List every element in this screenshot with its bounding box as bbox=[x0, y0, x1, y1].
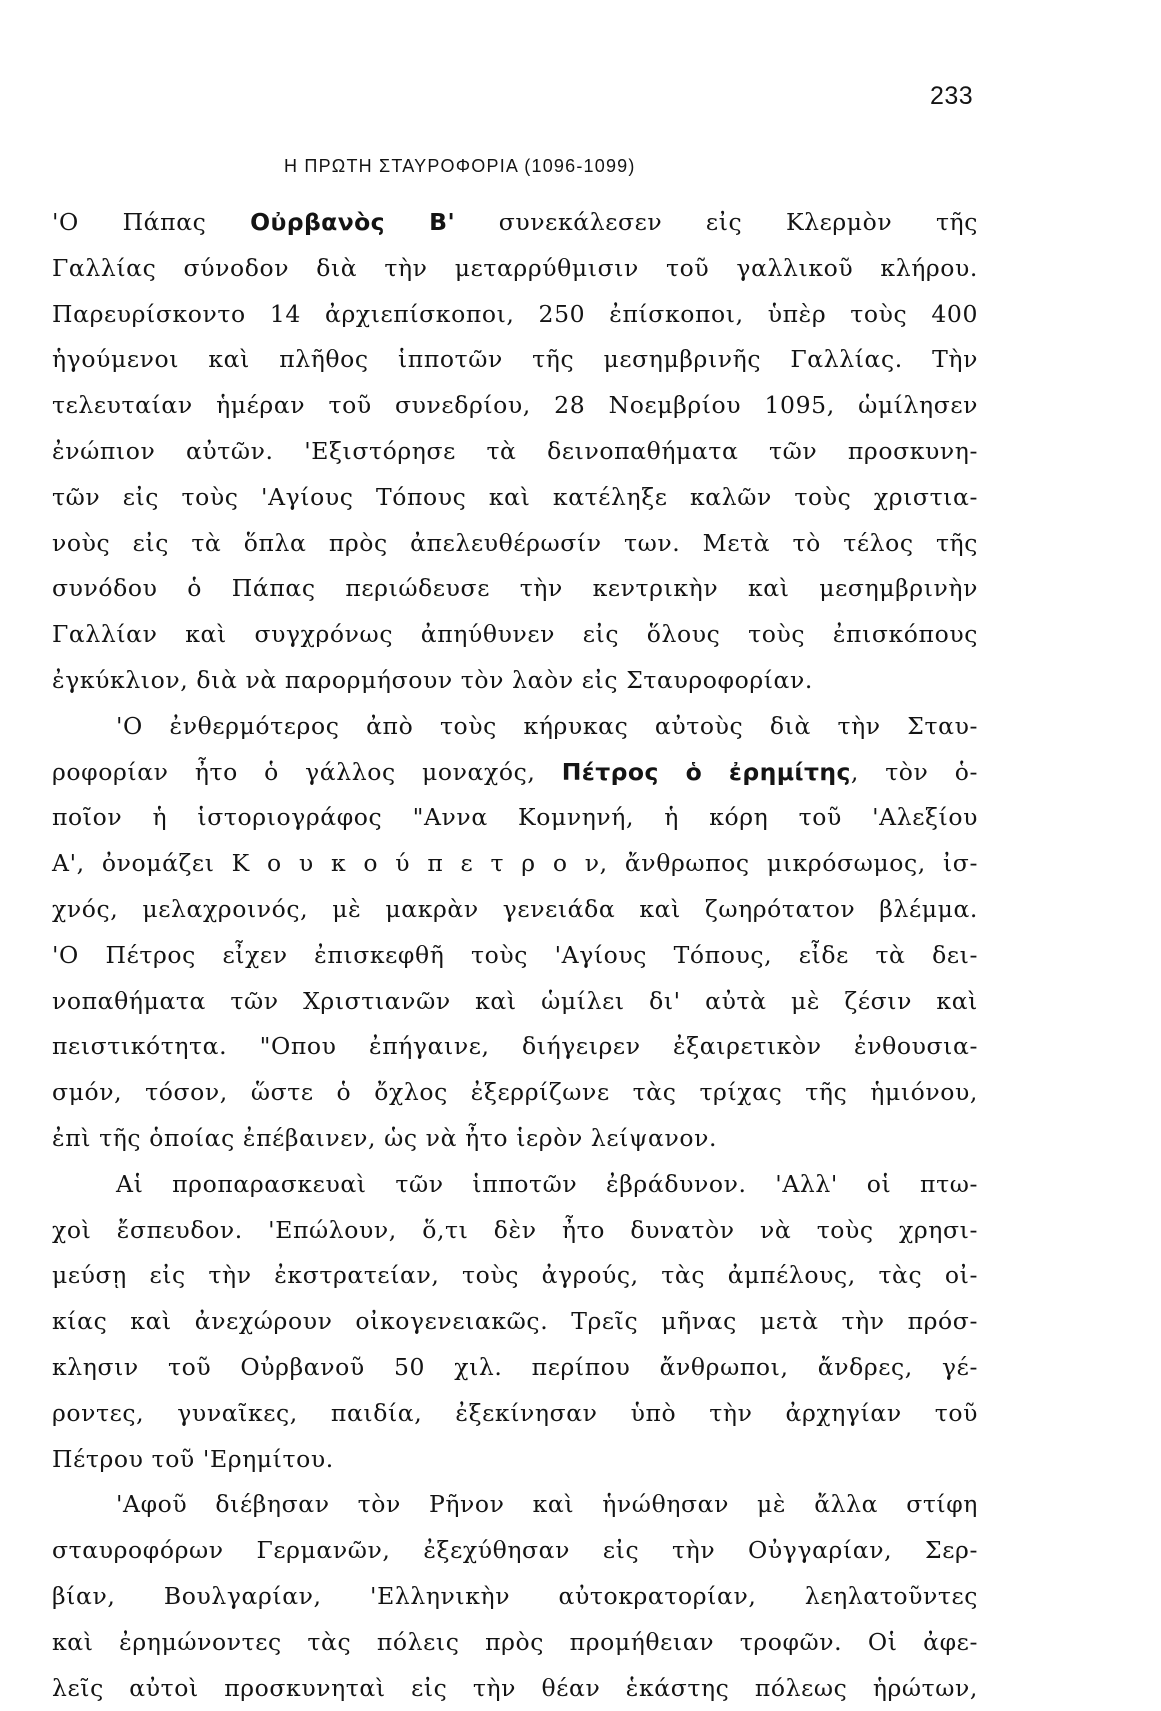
text-run: ἐγκύκλιον, διὰ νὰ παρορμήσουν τὸν λαὸν εἰς Σταυροφορίαν. bbox=[52, 666, 813, 694]
text-run: ποῖον ἡ ἱστοριογράφος "Αννα Κομνηνή, ἡ κόρη τοῦ 'Αλεξίου bbox=[52, 803, 978, 831]
text-run: σμόν, τόσον, ὥστε ὁ ὄχλος ἐξερρίζωνε τὰς τρίχας τῆς ἡμιόνου, bbox=[52, 1078, 978, 1106]
running-head: Η ΠΡΩΤΗ ΣΤΑΥΡΟΦΟΡΙΑ (1096-1099) bbox=[284, 156, 636, 177]
text-line bbox=[52, 750, 978, 796]
text-run: τῶν εἰς τοὺς 'Αγίους Τόπους καὶ κατέληξε καλῶν τοὺς χριστια- bbox=[52, 483, 978, 511]
text-run: βίαν, Βουλγαρίαν, 'Ελληνικὴν αὐτοκρατορίαν, λεηλατοῦντες bbox=[52, 1582, 978, 1610]
text-line bbox=[52, 475, 978, 521]
text-run: ροντες, γυναῖκες, παιδία, ἐξεκίνησαν ὑπὸ τὴν ἀρχηγίαν τοῦ bbox=[52, 1399, 978, 1427]
text-run: 'Ο Πέτρος εἶχεν ἐπισκεφθῆ τοὺς 'Αγίους Τόπους, εἶδε τὰ δει- bbox=[52, 941, 978, 969]
text-line bbox=[52, 704, 978, 750]
text-line bbox=[52, 1528, 978, 1574]
text-line bbox=[52, 521, 978, 567]
text-run: ἐπὶ τῆς ὁποίας ἐπέβαινεν, ὡς νὰ ἦτο ἱερὸν λείψανον. bbox=[52, 1124, 717, 1152]
text-line bbox=[52, 1208, 978, 1254]
text-line bbox=[52, 1253, 978, 1299]
text-line bbox=[52, 841, 978, 887]
text-line bbox=[52, 383, 978, 429]
text-line bbox=[52, 1666, 978, 1711]
text-run: ἡγούμενοι καὶ πλῆθος ἱπποτῶν τῆς μεσημβρινῆς Γαλλίας. Τὴν bbox=[52, 345, 978, 373]
text-run: Παρευρίσκοντο 14 ἀρχιεπίσκοποι, 250 ἐπίσκοποι, ὑπὲρ τοὺς 400 bbox=[52, 300, 978, 328]
text-run: σταυροφόρων Γερμανῶν, ἐξεχύθησαν εἰς τὴν Οὐγγαρίαν, Σερ- bbox=[52, 1536, 978, 1564]
text-line bbox=[52, 1391, 978, 1437]
text-run: καὶ ἐρημώνοντες τὰς πόλεις πρὸς προμήθειαν τροφῶν. Οἱ ἀφε- bbox=[52, 1628, 978, 1656]
text-run: νοὺς εἰς τὰ ὅπλα πρὸς ἀπελευθέρωσίν των. Μετὰ τὸ τέλος τῆς bbox=[52, 529, 978, 557]
text-run: πειστικότητα. "Οπου ἐπήγαινε, διήγειρεν ἐξαιρετικὸν ἐνθουσια- bbox=[52, 1032, 978, 1060]
text-line bbox=[52, 658, 978, 704]
text-line bbox=[52, 200, 978, 246]
text-line bbox=[52, 1299, 978, 1345]
text-line bbox=[52, 1437, 978, 1483]
text-run: 'Ο ἐνθερμότερος ἀπὸ τοὺς κήρυκας αὐτοὺς διὰ τὴν Σταυ- bbox=[116, 712, 978, 740]
text-line bbox=[52, 566, 978, 612]
text-line bbox=[52, 1024, 978, 1070]
text-line bbox=[52, 612, 978, 658]
text-line bbox=[52, 337, 978, 383]
text-run: 'Αφοῦ διέβησαν τὸν Ρῆνον καὶ ἡνώθησαν μὲ ἄλλα στίφη bbox=[116, 1490, 978, 1518]
text-run: , τὸν ὁ- bbox=[851, 758, 978, 786]
page-number: 233 bbox=[930, 82, 973, 111]
text-run: Γαλλίας σύνοδον διὰ τὴν μεταρρύθμισιν τοῦ γαλλικοῦ κλήρου. bbox=[52, 254, 978, 282]
emphasized-name: Οὐρβανὸς Β' bbox=[250, 208, 455, 236]
text-run: λεῖς αὐτοὶ προσκυνηταὶ εἰς τὴν θέαν ἑκάστης πόλεως ἡρώτων, bbox=[52, 1674, 978, 1702]
text-run: Πέτρου τοῦ 'Ερημίτου. bbox=[52, 1445, 334, 1473]
text-line bbox=[52, 887, 978, 933]
text-run: χοὶ ἔσπευδον. 'Επώλουν, ὅ,τι δὲν ἦτο δυνατὸν νὰ τοὺς χρησι- bbox=[52, 1216, 978, 1244]
text-line bbox=[52, 246, 978, 292]
text-run: συνόδου ὁ Πάπας περιώδευσε τὴν κεντρικὴν καὶ μεσημβρινὴν bbox=[52, 574, 978, 602]
text-line bbox=[52, 1345, 978, 1391]
text-run: κίας καὶ ἀνεχώρουν οἰκογενειακῶς. Τρεῖς μῆνας μετὰ τὴν πρόσ- bbox=[52, 1307, 978, 1335]
text-run: τελευταίαν ἡμέραν τοῦ συνεδρίου, 28 Νοεμβρίου 1095, ὡμίλησεν bbox=[52, 391, 978, 419]
emphasized-name: Πέτρος ὁ ἐρημίτης bbox=[562, 758, 851, 786]
text-run: ἐνώπιον αὐτῶν. 'Εξιστόρησε τὰ δεινοπαθήματα τῶν προσκυνη- bbox=[52, 437, 978, 465]
text-run: νοπαθήματα τῶν Χριστιανῶν καὶ ὡμίλει δι' αὐτὰ μὲ ζέσιν καὶ bbox=[52, 987, 978, 1015]
text-run: Αἱ προπαρασκευαὶ τῶν ἱπποτῶν ἐβράδυνον. 'Αλλ' οἱ πτω- bbox=[116, 1170, 978, 1198]
text-line bbox=[52, 795, 978, 841]
text-line bbox=[52, 979, 978, 1025]
text-line bbox=[52, 1574, 978, 1620]
text-run: συνεκάλεσεν εἰς Κλερμὸν τῆς bbox=[455, 208, 978, 236]
text-line bbox=[52, 1070, 978, 1116]
text-line bbox=[52, 292, 978, 338]
text-run: κλησιν τοῦ Οὐρβανοῦ 50 χιλ. περίπου ἄνθρωποι, ἄνδρες, γέ- bbox=[52, 1353, 978, 1381]
text-run: χνός, μελαχροινός, μὲ μακρὰν γενειάδα καὶ ζωηρότατον βλέμμα. bbox=[52, 895, 978, 923]
text-run: 'Ο Πάπας bbox=[52, 208, 250, 236]
text-run: μεύσῃ εἰς τὴν ἐκστρατείαν, τοὺς ἀγρούς, τὰς ἀμπέλους, τὰς οἰ- bbox=[52, 1261, 978, 1289]
text-line bbox=[52, 1162, 978, 1208]
text-run: ροφορίαν ἦτο ὁ γάλλος μοναχός, bbox=[52, 758, 562, 786]
text-run: Γαλλίαν καὶ συγχρόνως ἀπηύθυνεν εἰς ὅλους τοὺς ἐπισκόπους bbox=[52, 620, 978, 648]
body-text bbox=[52, 200, 978, 1711]
text-line bbox=[52, 1482, 978, 1528]
text-line bbox=[52, 1116, 978, 1162]
text-run: Α', ὀνομάζει Κ ο υ κ ο ύ π ε τ ρ ο ν, ἄνθρωπος μικρόσωμος, ἰσ- bbox=[52, 849, 978, 877]
text-line bbox=[52, 429, 978, 475]
text-line bbox=[52, 1620, 978, 1666]
text-line bbox=[52, 933, 978, 979]
